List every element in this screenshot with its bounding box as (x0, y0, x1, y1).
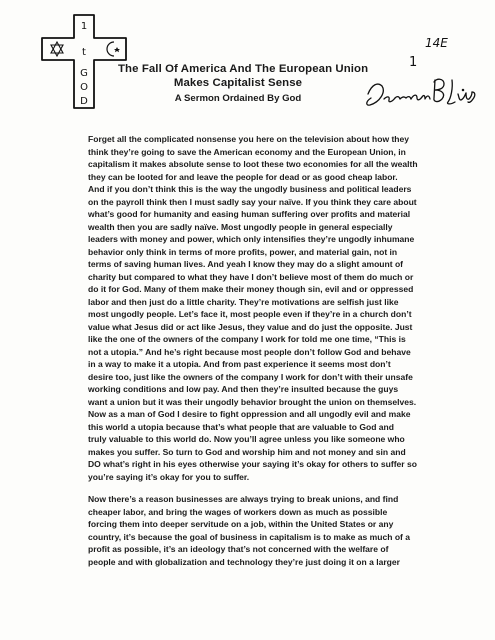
text-line: not a utopia.” And he’s right because most people don’t follow God and behave (88, 346, 411, 357)
text-line: think they’re going to save the American economy and the European Union, in (88, 146, 406, 157)
logo-letter: D (80, 96, 88, 107)
page-subtitle: A Sermon Ordained By God (174, 93, 302, 104)
text-line: charity but compared to what they have I don’t believe most of them do much or (88, 271, 414, 282)
page-mark: 14E (425, 36, 448, 50)
text-line: terms of saving human lives. And yeah I know they may do a slight amount of (88, 259, 404, 269)
page-title (118, 62, 369, 90)
text-line: working conditions and low pay. And then they’re insulted because the guys (88, 384, 399, 394)
text-line: profit as possible, it’s an ideology that’s not concerned with the welfare of (88, 544, 389, 554)
text-line: like the one of the owners of the company I work for told me one time, “This is (88, 334, 406, 344)
text-line: leaders with money and power, which only intensifies they’re ungodly inhumane (88, 234, 415, 244)
page-number: 1 (409, 55, 418, 70)
text-line: capitalism it makes absolute sense to loot these two economies for all the wealth (88, 159, 418, 169)
text-line: they can be looted for and leave the people for dead or as good cheap labor. (88, 171, 398, 182)
paragraph (88, 493, 460, 568)
text-line: in a way to make it a utopia. And from past experience it seems most don’t (88, 359, 391, 369)
text-line: Now there’s a reason businesses are always trying to break unions, and find (88, 494, 399, 504)
text-line: on the payroll think then I must sadly say your naïve. If you think they care about (88, 196, 417, 207)
text-line: behavior only think in terms of more profits, power, and material gain, not in (88, 246, 398, 257)
text-line: value what Jesus did or act like Jesus, they value and do just the opposite. Just (88, 321, 413, 332)
text-line: most ungodly people. Let’s face it, most people even if they’re in a church don’t (88, 309, 412, 319)
logo-letter: 1 (80, 21, 88, 32)
text-line: what’s good for humanity and easing human suffering over profits and material (88, 209, 411, 219)
text-line: makes you suffer. So turn to God and worship him and not money and sin and (88, 446, 406, 457)
sermon-body (88, 133, 460, 568)
text-line: Forget all the complicated nonsense you here on the television about how they (88, 134, 410, 144)
text-line: DO what’s right in his eyes otherwise your saying it’s okay for others to suffer so (88, 459, 417, 469)
text-line: country, it’s because the goal of business in capitalism is to make as much of a (88, 531, 411, 542)
title-line: Makes Capitalist Sense (173, 77, 303, 89)
logo-letter: t (82, 47, 86, 58)
text-line: Now as a man of God I desire to fight oppression and all ungodly evil and make (88, 409, 411, 419)
logo-letter: G (80, 68, 88, 79)
text-line: this world a utopia because that’s what people that are valuable to God and (88, 421, 394, 432)
text-line: And if you don’t think this is the way the ungodly business and political leaders (88, 184, 412, 194)
star-of-david-icon (51, 42, 63, 56)
text-line: labor and then just do a little charity. They’re motivations are selfish just like (88, 296, 399, 307)
title-line: The Fall Of America And The European Union (118, 63, 369, 75)
text-line: people and with globalization and technology they’re just doing it on a larger (88, 556, 400, 567)
text-line: truly valuable to this world do. Now you’ll agree unless you like someone who (88, 434, 405, 444)
crescent-moon-icon (107, 42, 120, 56)
logo-letter: O (80, 82, 88, 93)
text-line: wealth then you are sadly naïve. Most ungodly people in general especially (88, 221, 393, 232)
text-line: cheaper labor, and bring the wages of workers down as much as possible (88, 506, 388, 517)
signature (362, 72, 480, 112)
paragraph (88, 133, 460, 483)
text-line: do it for God. Many of them make their money though sin, evil and or oppressed (88, 284, 414, 294)
text-line: desire too, just like the owners of the company I work for don’t with their unsafe (88, 371, 413, 382)
text-line: want a union but it was their ungodly behavior brought the union on themselves. (88, 396, 417, 407)
text-line: forcing them into deeper servitude on a job, within the United States or any (88, 519, 394, 529)
text-line: you’re saying it’s okay for you to suffer. (88, 471, 250, 482)
